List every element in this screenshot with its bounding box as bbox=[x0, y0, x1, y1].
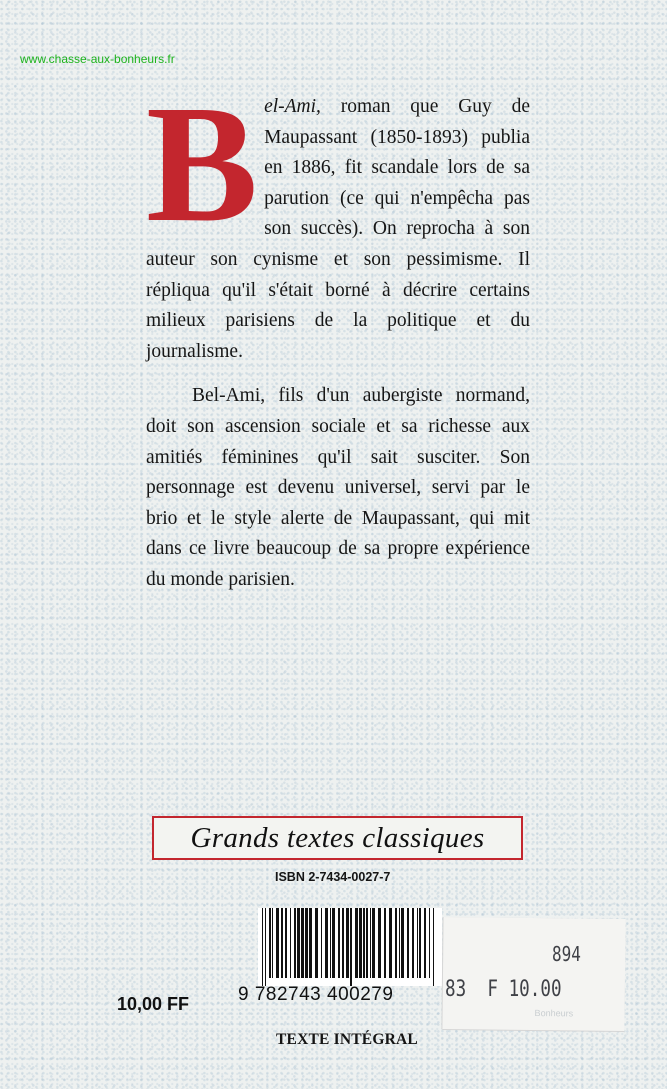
barcode bbox=[258, 908, 442, 986]
barcode-bar bbox=[424, 908, 426, 978]
barcode-bar bbox=[297, 908, 300, 978]
barcode-bar bbox=[321, 908, 322, 978]
barcode-bar bbox=[285, 908, 287, 978]
barcode-bar bbox=[315, 908, 318, 978]
drop-cap-letter: B bbox=[146, 71, 259, 257]
barcode-bar bbox=[330, 908, 331, 978]
barcode-bar bbox=[342, 908, 344, 978]
barcode-bar bbox=[281, 908, 283, 978]
barcode-bar bbox=[370, 908, 371, 978]
barcode-bar bbox=[350, 908, 352, 986]
barcode-digits: 9 782743 400279 bbox=[238, 984, 394, 1005]
barcode-bar bbox=[265, 908, 266, 986]
barcode-bar bbox=[366, 908, 368, 978]
handwritten-code: 894 bbox=[552, 942, 581, 966]
website-watermark[interactable]: www.chasse-aux-bonheurs.fr bbox=[20, 52, 175, 66]
barcode-bar bbox=[262, 908, 263, 986]
barcode-bar bbox=[389, 908, 392, 978]
barcode-bar bbox=[399, 908, 400, 978]
barcode-bar bbox=[305, 908, 308, 978]
book-title-italic: el-Ami, bbox=[264, 96, 321, 117]
barcode-bar bbox=[338, 908, 340, 978]
barcode-bar bbox=[395, 908, 397, 978]
blurb-paragraph-1-text: roman que Guy de Maupassant (1850-1893) publia en 1886, fit scandale lors de sa parution (ce qui n'empêcha pas son succès). On reprocha à son auteur son cynisme et son pessimisme. Il répliqua qu'il s'était borné à décrire certains milieux parisiens de la politique et du journalisme. bbox=[146, 96, 530, 362]
price-sticker bbox=[442, 917, 625, 1031]
barcode-bar bbox=[355, 908, 358, 978]
barcode-bar bbox=[363, 908, 365, 978]
barcode-bar bbox=[272, 908, 273, 978]
barcode-bar bbox=[372, 908, 375, 978]
barcode-bar bbox=[325, 908, 328, 978]
barcode-bar bbox=[346, 908, 349, 978]
barcode-bar bbox=[294, 908, 296, 978]
barcode-bar bbox=[378, 908, 381, 978]
handwritten-price: 83 F 10.00 bbox=[445, 977, 562, 1002]
back-cover-blurb bbox=[146, 71, 530, 596]
barcode-bar bbox=[429, 908, 430, 978]
barcode-bar bbox=[419, 908, 421, 978]
barcode-bar bbox=[301, 908, 304, 978]
price-label: 10,00 FF bbox=[117, 994, 190, 1014]
barcode-bar bbox=[433, 908, 434, 986]
barcode-bar bbox=[401, 908, 404, 978]
barcode-bar bbox=[276, 908, 279, 978]
barcode-bar bbox=[332, 908, 335, 978]
series-banner: Grands textes classiques bbox=[152, 816, 523, 860]
barcode-bar bbox=[417, 908, 418, 978]
barcode-bar bbox=[384, 908, 386, 978]
isbn-label: ISBN 2-7434-0027-7 bbox=[275, 870, 391, 884]
barcode-bar bbox=[309, 908, 312, 978]
barcode-bar bbox=[290, 908, 291, 978]
barcode-bar bbox=[407, 908, 409, 978]
sticker-store-name: Bonheurs bbox=[534, 1008, 574, 1019]
blurb-paragraph-2: Bel-Ami, fils d'un aubergiste normand, doit son ascension sociale et sa richesse aux amitiés féminines qu'il sait susciter. Son personnage est devenu universel, servi par le brio et le style alerte de Maupassant, qui mit dans ce livre beaucoup de sa propre expérience du monde parisien. bbox=[146, 385, 530, 590]
texte-integral-label: TEXTE INTÉGRAL bbox=[276, 1031, 418, 1048]
barcode-bar bbox=[269, 908, 271, 978]
barcode-bar bbox=[412, 908, 414, 978]
barcode-bar bbox=[359, 908, 362, 978]
blurb-paragraph-1 bbox=[146, 71, 530, 367]
